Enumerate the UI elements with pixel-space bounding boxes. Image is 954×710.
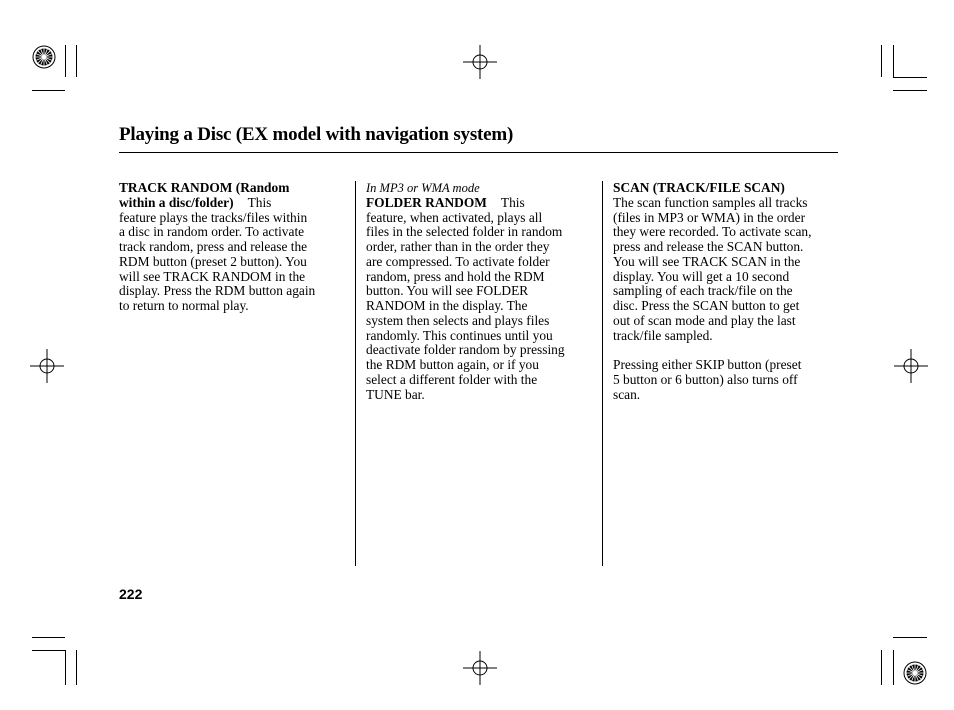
crop-mark (893, 45, 894, 77)
section-heading: SCAN (TRACK/FILE SCAN) (613, 180, 785, 195)
crop-mark (893, 90, 927, 91)
body-line: sampling of each track/file on the (613, 283, 793, 299)
crop-mark (893, 637, 927, 638)
crop-mark (893, 77, 927, 78)
body-line: button. You will see FOLDER (366, 283, 529, 299)
crop-mark (893, 650, 894, 685)
body-line: feature, when activated, plays all (366, 209, 543, 225)
crosshair-icon (30, 349, 64, 383)
body-line: are compressed. To activate folder (366, 253, 550, 269)
body-line: display. You will get a 10 second (613, 268, 790, 284)
section-heading: within a disc/folder) (119, 194, 234, 210)
folder-random-section (366, 181, 594, 402)
body-line: disc. Press the SCAN button to get (613, 298, 800, 313)
body-line: randomly. This continues until you (366, 327, 553, 343)
lead-word: This (247, 194, 272, 210)
body-line: the RDM button again, or if you (366, 357, 539, 372)
column-divider (602, 181, 603, 566)
body-line: track random, press and release the (119, 239, 308, 254)
crop-mark (881, 650, 882, 685)
body-line: order, rather than in the order they (366, 239, 550, 254)
section-heading: TRACK RANDOM (Random (119, 180, 290, 195)
body-line: RDM button (preset 2 button). You (119, 253, 307, 269)
body-line: 5 button or 6 button) also turns off (613, 371, 798, 387)
column-divider (355, 181, 356, 566)
body-line: they were recorded. To activate scan, (613, 224, 812, 240)
body-line: feature plays the tracks/files within (119, 209, 308, 225)
body-line: Pressing either SKIP button (preset (613, 357, 802, 372)
lead-word: This (500, 194, 525, 210)
body-line: to return to normal play. (119, 298, 249, 313)
body-line: TUNE bar. (366, 386, 425, 402)
body-line: system then selects and plays files (366, 312, 550, 328)
track-random-section (119, 181, 347, 314)
crop-mark (65, 45, 66, 77)
body-line: track/file sampled. (613, 327, 713, 343)
body-line: RANDOM in the display. The (366, 298, 528, 313)
body-line: (files in MP3 or WMA) in the order (613, 209, 806, 225)
body-line: The scan function samples all tracks (613, 194, 808, 210)
crosshair-icon (894, 349, 928, 383)
mode-note: In MP3 or WMA mode (366, 181, 480, 195)
registration-target-icon (32, 45, 56, 69)
body-line: select a different folder with the (366, 371, 538, 387)
body-line: You will see TRACK SCAN in the (613, 253, 801, 269)
scan-section (613, 181, 843, 402)
title-rule (119, 152, 838, 153)
crop-mark (76, 45, 77, 77)
body-line: press and release the SCAN button. (613, 239, 804, 254)
body-line: files in the selected folder in random (366, 224, 563, 240)
crosshair-icon (463, 45, 497, 79)
page-number: 222 (119, 586, 143, 602)
crop-mark (65, 650, 66, 685)
body-line: display. Press the RDM button again (119, 283, 316, 299)
page-title: Playing a Disc (EX model with navigation system) (119, 124, 514, 145)
crop-mark (32, 637, 65, 638)
body-line: deactivate folder random by pressing (366, 342, 565, 358)
crop-mark (32, 650, 65, 651)
crop-mark (76, 650, 77, 685)
body-line: will see TRACK RANDOM in the (119, 268, 306, 284)
registration-target-icon (903, 661, 927, 685)
section-heading: FOLDER RANDOM (366, 194, 487, 210)
body-line: scan. (613, 386, 641, 402)
body-line: out of scan mode and play the last (613, 312, 796, 328)
body-line: random, press and hold the RDM (366, 268, 545, 284)
crop-mark (881, 45, 882, 77)
crosshair-icon (463, 651, 497, 685)
body-line: a disc in random order. To activate (119, 224, 305, 240)
crop-mark (32, 90, 65, 91)
